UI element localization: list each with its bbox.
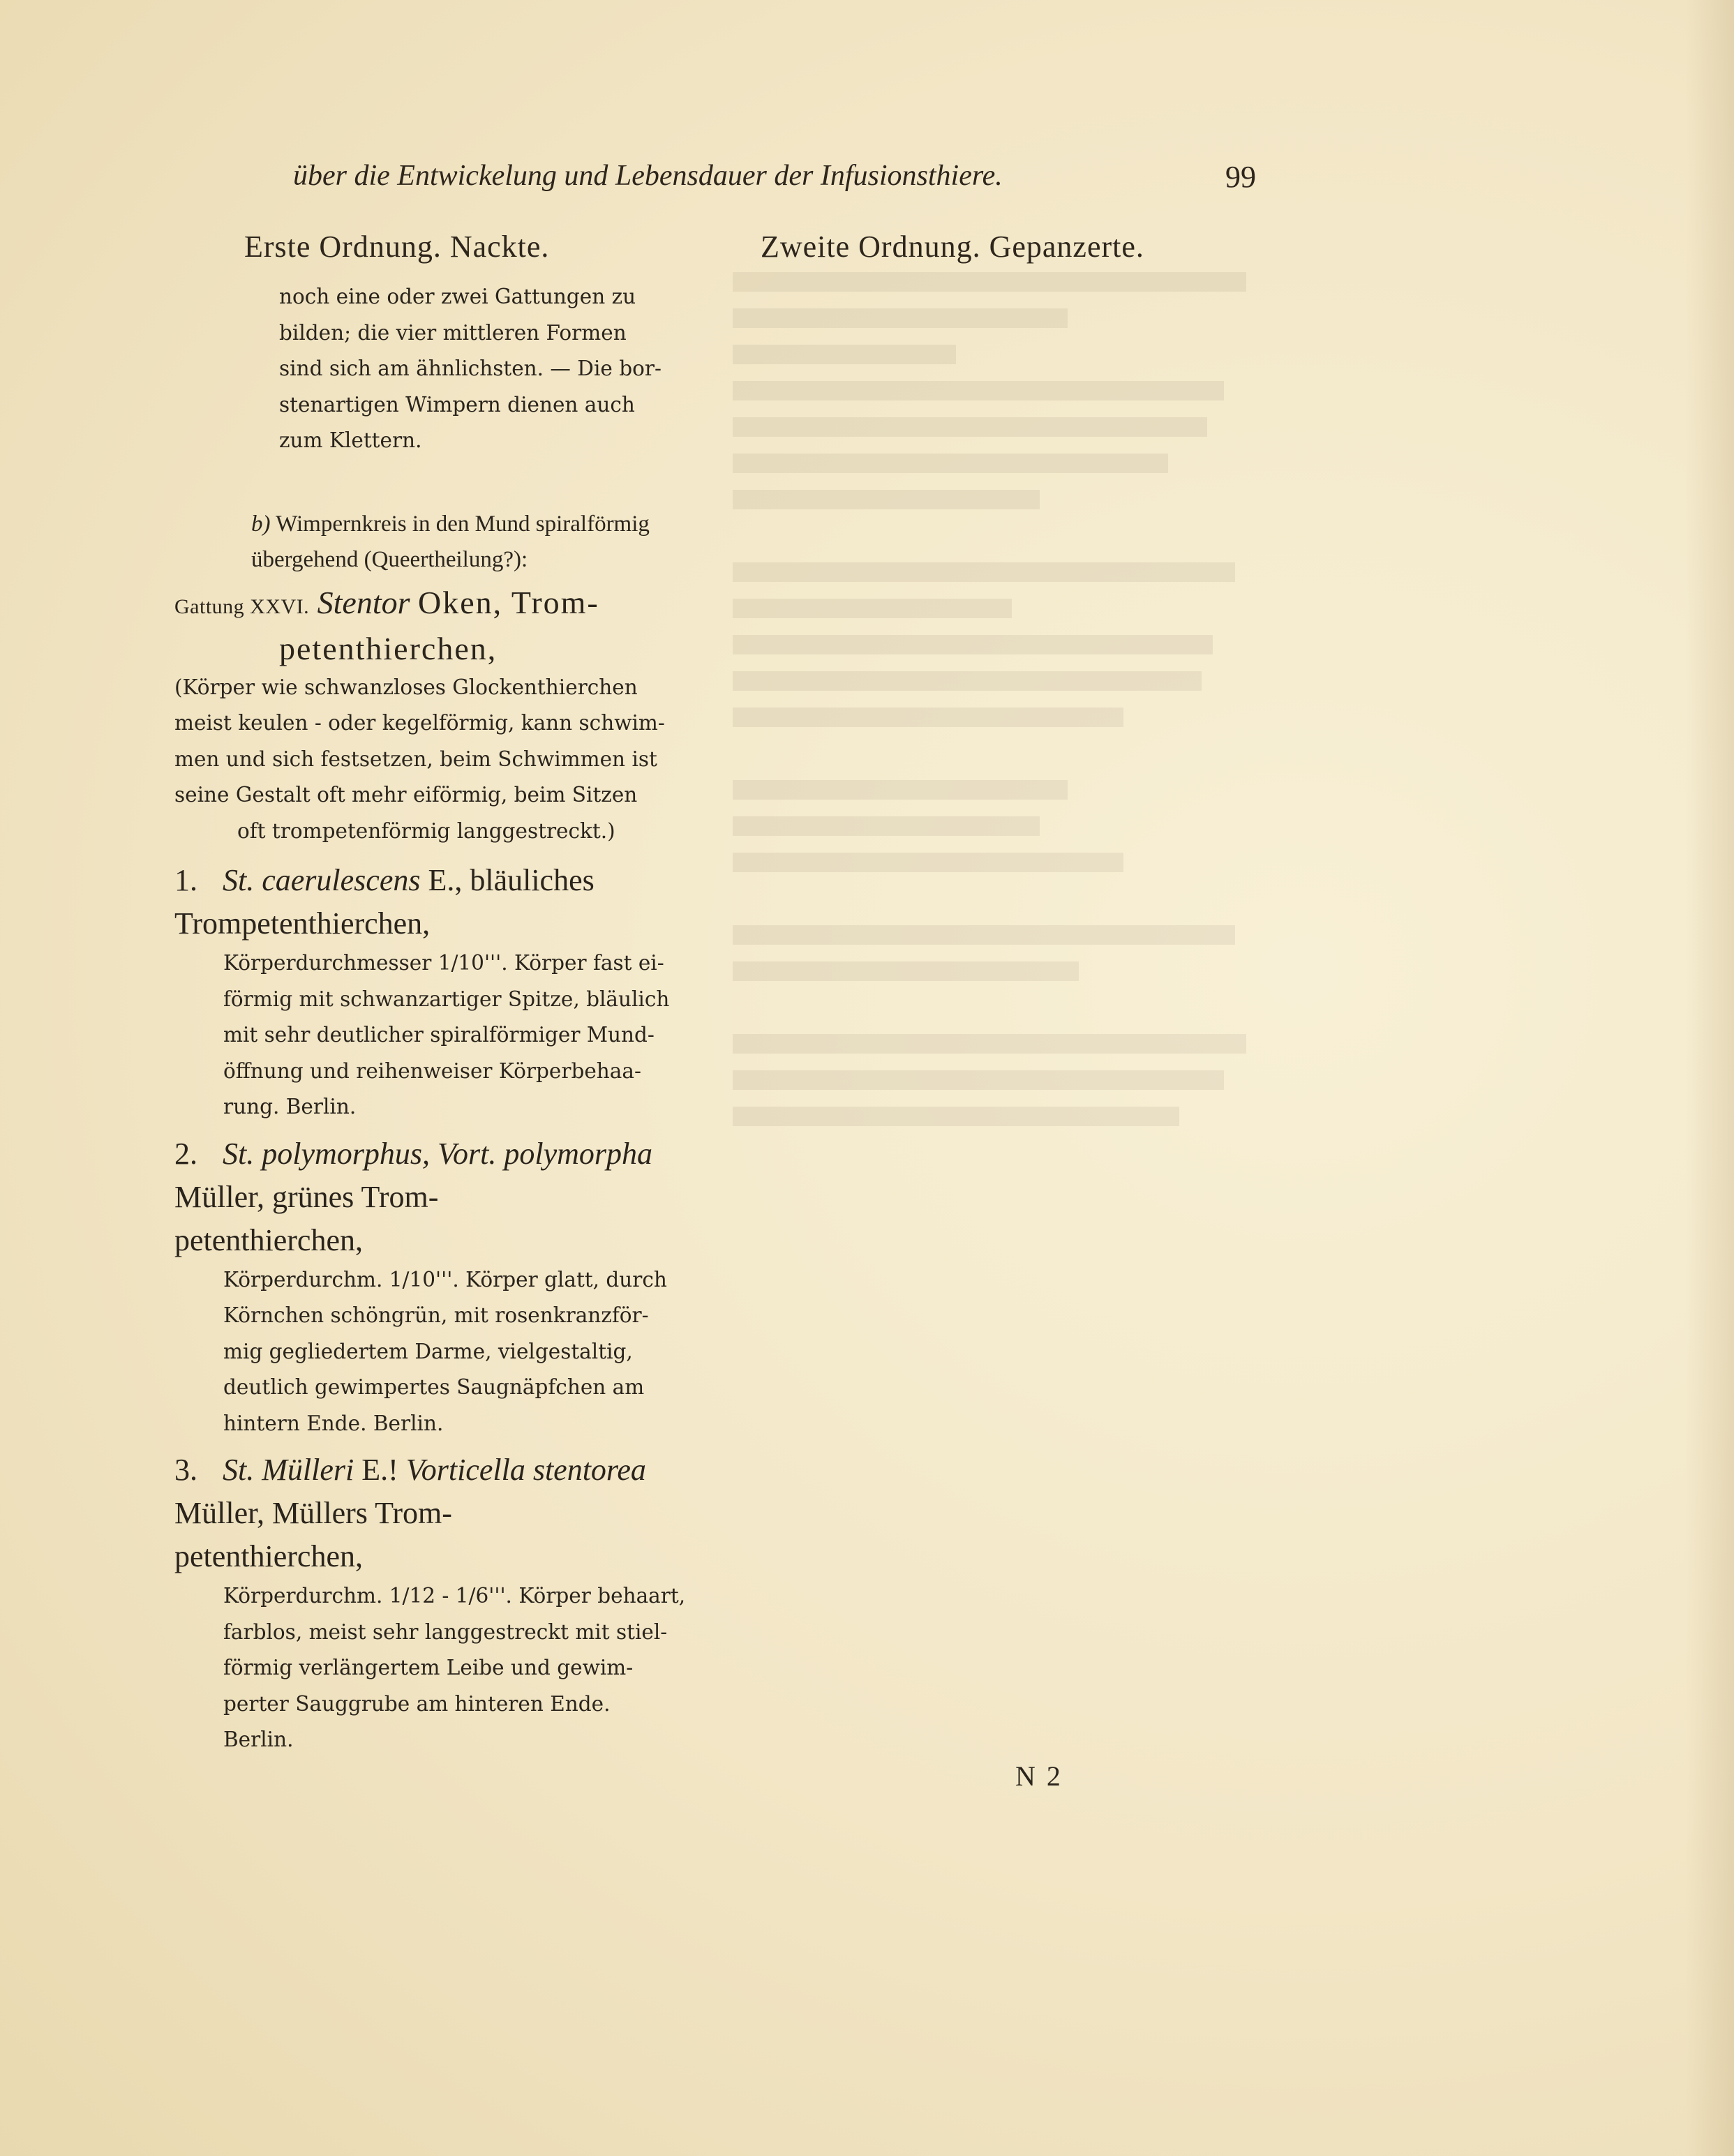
species-desc-line: Berlin. xyxy=(223,1728,294,1751)
intro-line: sind sich am ähnlichsten. — Die bor- xyxy=(279,357,662,380)
species-synonym: Vorticella stentorea xyxy=(405,1453,646,1487)
species-desc-line: Körperdurchmesser 1/10'''. Körper fast ei- xyxy=(223,951,664,975)
species-description xyxy=(223,1262,705,1442)
species-name: St. polymorphus, xyxy=(223,1136,430,1171)
species-desc-line: förmig verlängertem Leibe und gewim- xyxy=(223,1656,634,1679)
genus-desc-line: meist keulen - oder kegelförmig, kann schwim- xyxy=(174,711,665,735)
printer-signature: N 2 xyxy=(1015,1760,1063,1792)
species-desc-line: Körperdurchm. 1/12 - 1/6'''. Körper behaart, xyxy=(223,1584,686,1608)
species-number: 1. xyxy=(174,863,197,897)
species-desc-line: rung. Berlin. xyxy=(223,1095,357,1118)
species-desc-line: Körperdurchm. 1/10'''. Körper glatt, durch xyxy=(223,1267,667,1292)
right-column-heading: Zweite Ordnung. Gepanzerte. xyxy=(761,230,1144,264)
species-continuation: petenthierchen, xyxy=(174,1222,363,1257)
intro-line: stenartigen Wimpern dienen auch xyxy=(279,392,635,417)
species-continuation: Müller, grünes Trom- xyxy=(174,1179,439,1214)
subsection-heading xyxy=(174,507,705,578)
species-entry-2 xyxy=(174,1132,705,1442)
species-name: St. caerulescens xyxy=(223,863,421,897)
species-synonym: Vort. polymorpha xyxy=(438,1136,652,1171)
species-description xyxy=(223,945,705,1125)
genus-name: Stentor xyxy=(317,584,410,620)
species-entry-1 xyxy=(174,859,705,1125)
page-edge-shadow xyxy=(1685,0,1734,2156)
left-column xyxy=(174,279,705,1758)
species-desc-line: perter Sauggrube am hinteren Ende. xyxy=(223,1691,611,1716)
species-desc-line: öffnung und reihenweiser Körperbehaa- xyxy=(223,1058,641,1083)
species-desc-line: mig gegliedertem Darme, vielgestaltig, xyxy=(223,1339,633,1363)
species-desc-line: Körnchen schöngrün, mit rosenkranzför- xyxy=(223,1303,649,1327)
page-number: 99 xyxy=(1225,160,1256,194)
running-title: über die Entwickelung und Lebensdauer der Infusionsthiere. xyxy=(293,160,1003,192)
genus-desc-line: men und sich festsetzen, beim Schwimmen ist xyxy=(174,747,657,771)
species-continuation: Müller, Müllers Trom- xyxy=(174,1496,452,1530)
species-entry-3 xyxy=(174,1448,705,1758)
subsection-letter: b) xyxy=(251,511,271,537)
left-column-heading: Erste Ordnung. Nackte. xyxy=(244,230,550,264)
genus-heading xyxy=(174,582,705,670)
subsection-line1: Wimpernkreis in den Mund spiralförmig xyxy=(276,511,650,537)
species-continuation: Trompetenthierchen, xyxy=(174,906,431,941)
genus-desc-line: oft trompetenförmig langgestreckt.) xyxy=(237,818,615,843)
intro-paragraph xyxy=(279,279,705,459)
intro-line: noch eine oder zwei Gattungen zu xyxy=(279,285,636,308)
species-authority: E.! xyxy=(361,1453,398,1487)
subsection-line2: übergehend (Queertheilung?): xyxy=(251,546,528,572)
genus-desc-line: (Körper wie schwanzloses Glockenthierchen xyxy=(174,675,638,699)
species-description xyxy=(223,1578,705,1758)
species-desc-line: mit sehr deutlicher spiralförmiger Mund- xyxy=(223,1023,655,1047)
species-authority: E., bläuliches xyxy=(428,863,595,897)
species-name: St. Mülleri xyxy=(223,1453,354,1487)
species-desc-line: hintern Ende. Berlin. xyxy=(223,1411,444,1435)
genus-desc-line: seine Gestalt oft mehr eiförmig, beim Sitzen xyxy=(174,783,638,807)
species-desc-line: förmig mit schwanzartiger Spitze, bläulich xyxy=(223,987,670,1011)
species-number: 3. xyxy=(174,1453,197,1487)
species-desc-line: farblos, meist sehr langgestreckt mit stiel- xyxy=(223,1619,668,1644)
genus-label: Gattung XXVI. xyxy=(174,594,310,618)
species-desc-line: deutlich gewimpertes Saugnäpfchen am xyxy=(223,1375,645,1399)
species-number: 2. xyxy=(174,1136,197,1171)
genus-line2: petenthierchen, xyxy=(279,630,498,666)
species-continuation: petenthierchen, xyxy=(174,1539,363,1573)
genus-author: Oken, Trom- xyxy=(418,584,599,620)
intro-line: bilden; die vier mittleren Formen xyxy=(279,320,627,345)
running-header xyxy=(293,159,1256,193)
genus-description xyxy=(174,670,705,850)
intro-line: zum Klettern. xyxy=(279,428,422,452)
